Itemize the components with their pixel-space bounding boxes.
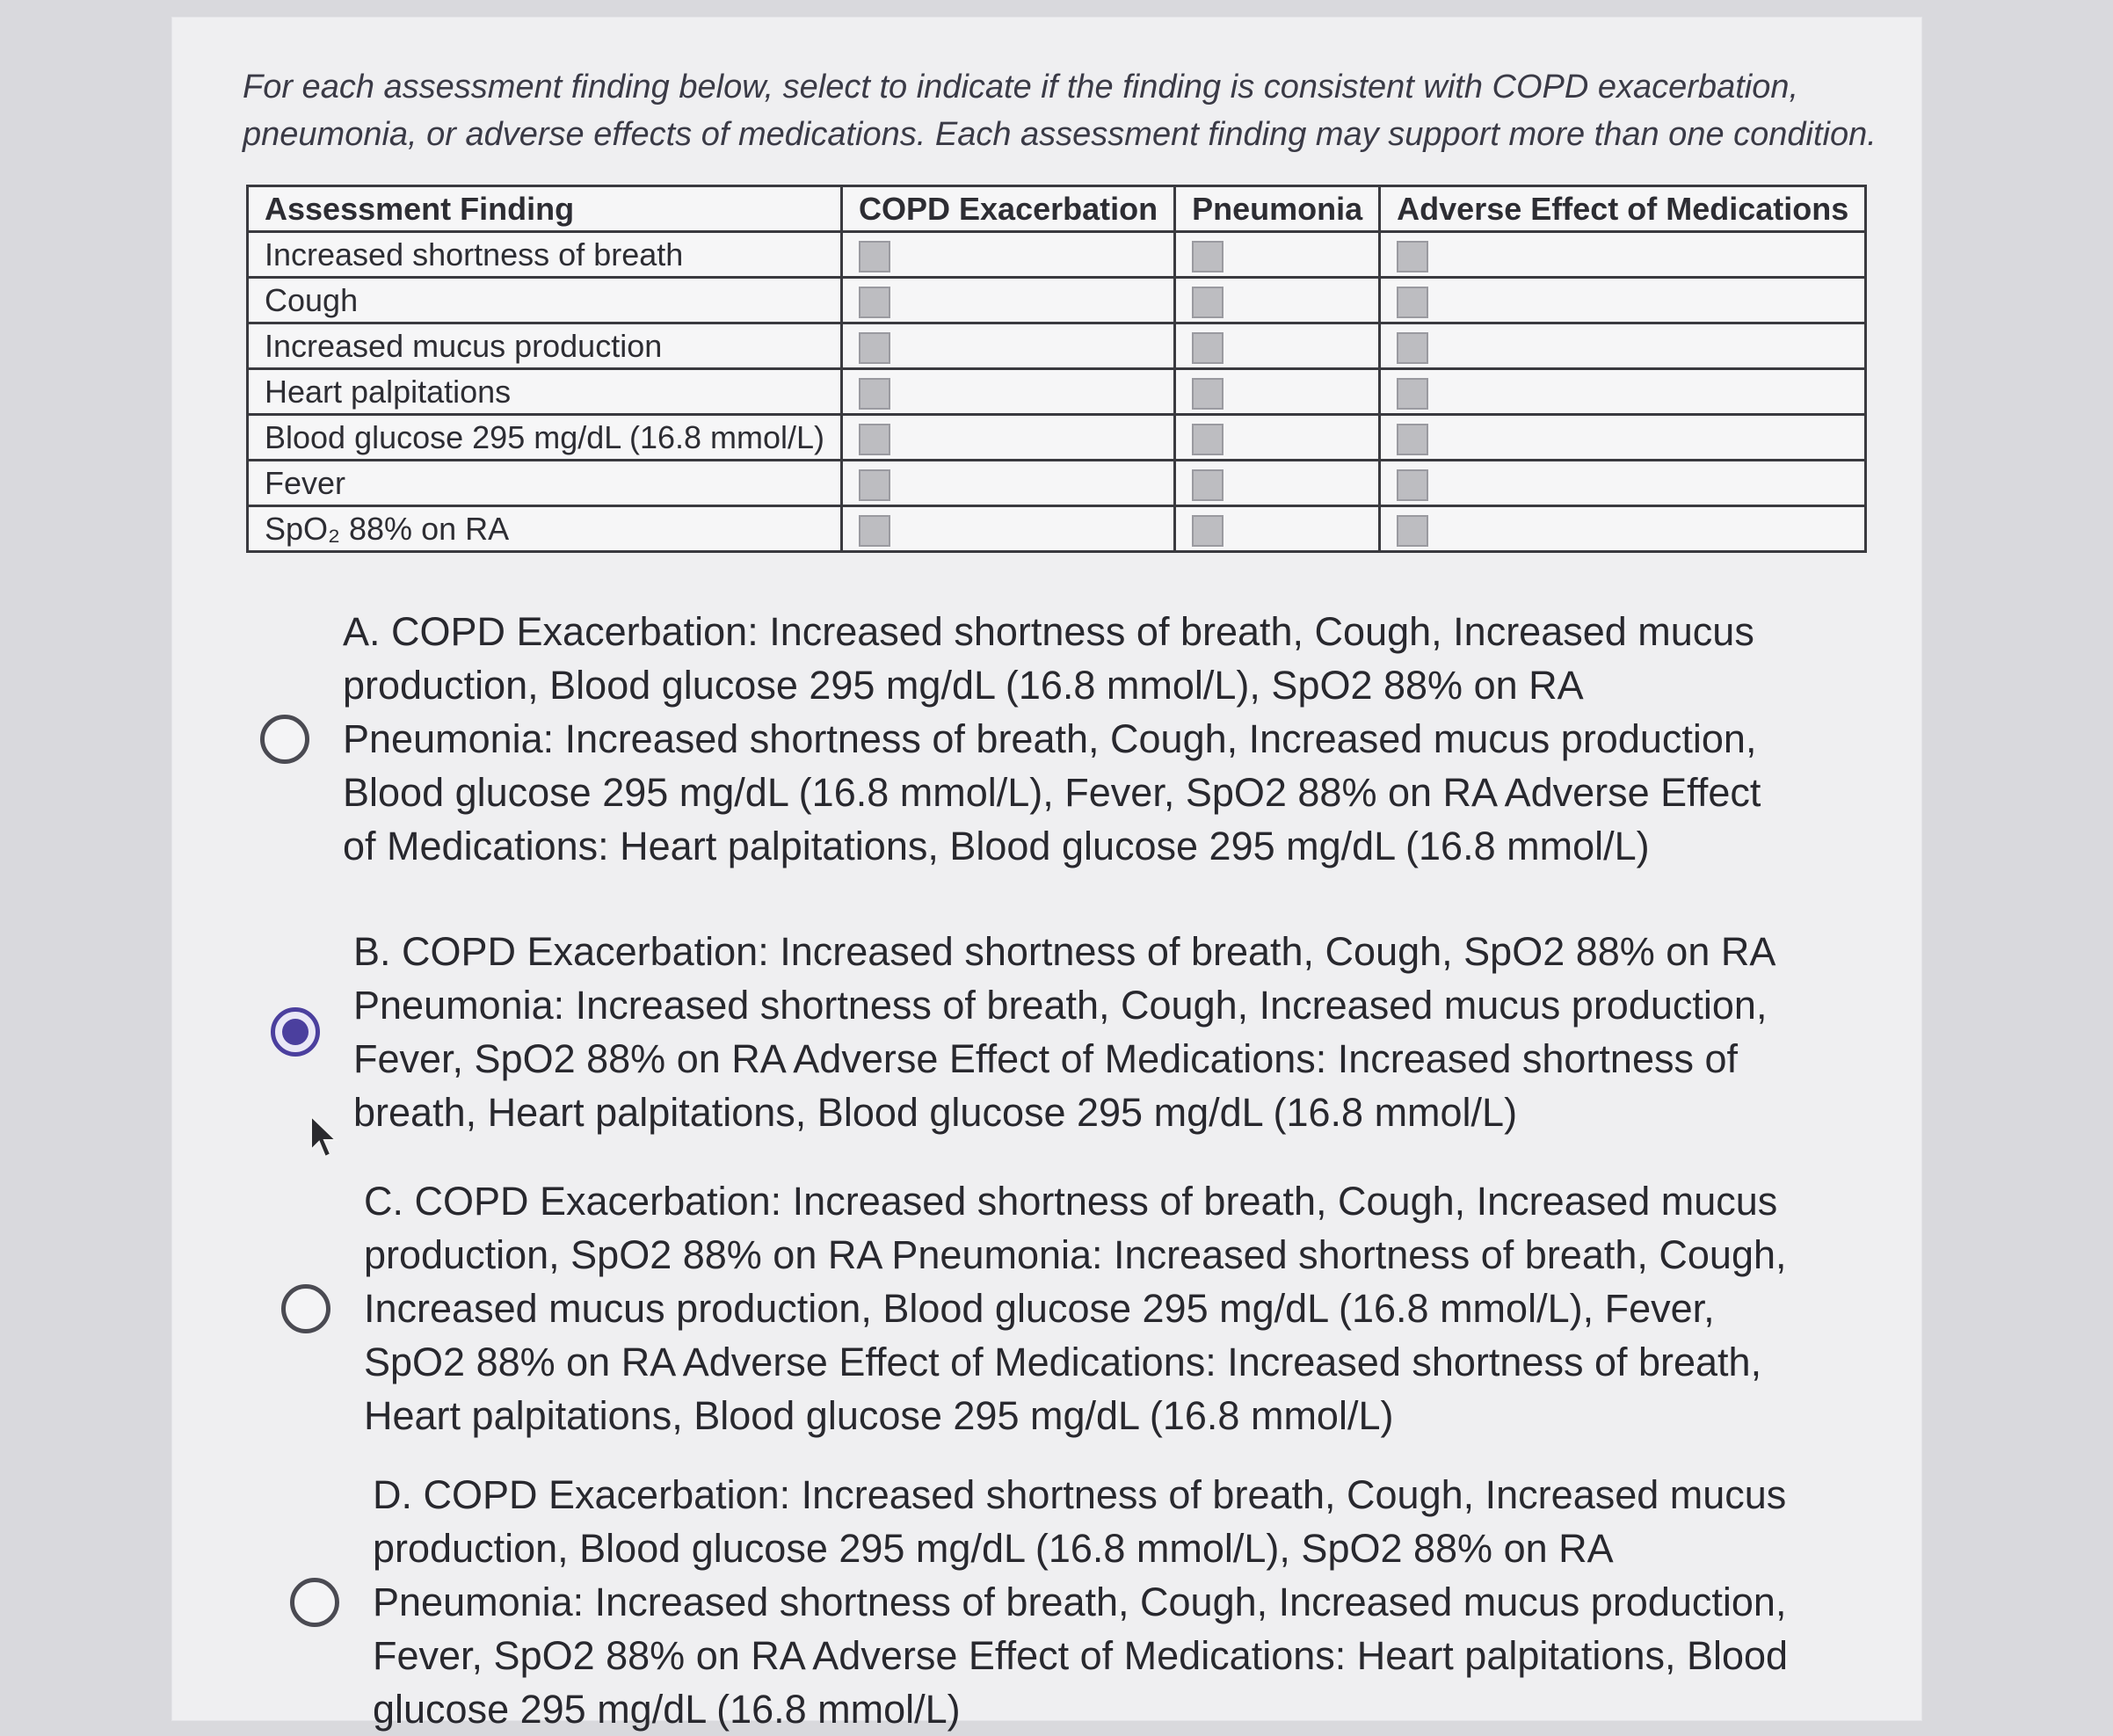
copd-checkbox[interactable] xyxy=(859,332,890,364)
copd-cell xyxy=(842,506,1175,552)
pneumonia-checkbox[interactable] xyxy=(1192,469,1224,501)
header-pneumonia: Pneumonia xyxy=(1175,186,1380,232)
pneumonia-cell xyxy=(1175,232,1380,278)
finding-label: Increased mucus production xyxy=(248,323,842,369)
finding-label: Heart palpitations xyxy=(248,369,842,415)
table-row xyxy=(248,415,1866,461)
copd-cell xyxy=(842,323,1175,369)
adverse-effect-checkbox[interactable] xyxy=(1397,332,1428,364)
pneumonia-cell xyxy=(1175,278,1380,323)
copd-cell xyxy=(842,232,1175,278)
adverse-effect-cell xyxy=(1380,323,1866,369)
finding-label: Increased shortness of breath xyxy=(248,232,842,278)
pneumonia-checkbox[interactable] xyxy=(1192,424,1224,455)
pneumonia-checkbox[interactable] xyxy=(1192,332,1224,364)
copd-checkbox[interactable] xyxy=(859,469,890,501)
copd-checkbox[interactable] xyxy=(859,241,890,272)
table-header-row xyxy=(248,186,1866,232)
finding-label: SpO₂ 88% on RA xyxy=(248,506,842,552)
adverse-effect-cell xyxy=(1380,232,1866,278)
header-adverse-effect: Adverse Effect of Medications xyxy=(1380,186,1866,232)
pneumonia-checkbox[interactable] xyxy=(1192,515,1224,547)
radio-selected-dot xyxy=(282,1019,309,1045)
radio-button-a[interactable] xyxy=(260,715,309,764)
adverse-effect-cell xyxy=(1380,415,1866,461)
pneumonia-checkbox[interactable] xyxy=(1192,378,1224,410)
copd-checkbox[interactable] xyxy=(859,424,890,455)
copd-checkbox[interactable] xyxy=(859,515,890,547)
pneumonia-checkbox[interactable] xyxy=(1192,287,1224,318)
option-a-text: A. COPD Exacerbation: Increased shortness of breath, Cough, Increased mucus production, Blood glucose 295 mg/dL (16.8 mmol/L), SpO2 88% on RA Pneumonia: Increased shortness of breath, Cough, Increased mucus production, Blood glucose 295 mg/dL (16.8 mmol/L), Fever, SpO2 88% on RA Adverse Effect of Medications: Heart palpitations, Blood glucose 295 mg/dL (16.8 mmol/L) xyxy=(343,609,1761,868)
table-row xyxy=(248,506,1866,552)
copd-checkbox[interactable] xyxy=(859,287,890,318)
table-row xyxy=(248,323,1866,369)
copd-cell xyxy=(842,369,1175,415)
option-b-text: B. COPD Exacerbation: Increased shortness of breath, Cough, SpO2 88% on RA Pneumonia: Increased shortness of breath, Cough, Increased mucus production, Fever, SpO2 88% on RA Adverse Effect of Medications: Increased shortness of breath, Heart palpitations, Blood glucose 295 mg/dL (16.8 mmol/L) xyxy=(353,929,1774,1135)
mouse-pointer-icon xyxy=(309,1115,339,1160)
copd-cell xyxy=(842,278,1175,323)
copd-checkbox[interactable] xyxy=(859,378,890,410)
pneumonia-checkbox[interactable] xyxy=(1192,241,1224,272)
adverse-effect-cell xyxy=(1380,461,1866,506)
header-assessment-finding: Assessment Finding xyxy=(248,186,842,232)
pneumonia-cell xyxy=(1175,369,1380,415)
adverse-effect-checkbox[interactable] xyxy=(1397,241,1428,272)
adverse-effect-checkbox[interactable] xyxy=(1397,287,1428,318)
question-panel xyxy=(172,18,1921,1732)
answer-option-b[interactable] xyxy=(271,925,1795,1139)
pneumonia-cell xyxy=(1175,461,1380,506)
copd-cell xyxy=(842,461,1175,506)
option-c-text: C. COPD Exacerbation: Increased shortness of breath, Cough, Increased mucus production, SpO2 88% on RA Pneumonia: Increased shortness of breath, Cough, Increased mucus production, Blood glucose 295 mg/dL (16.8 mmol/L), Fever, SpO2 88% on RA Adverse Effect of Medications: Increased shortness of breath, Heart palpitations, Blood glucose 295 mg/dL (16.8 mmol/L) xyxy=(364,1179,1787,1438)
pneumonia-cell xyxy=(1175,506,1380,552)
answer-option-a[interactable] xyxy=(260,605,1784,873)
pneumonia-cell xyxy=(1175,415,1380,461)
adverse-effect-cell xyxy=(1380,369,1866,415)
table-row xyxy=(248,232,1866,278)
answer-option-c[interactable] xyxy=(281,1174,1805,1442)
header-copd-exacerbation: COPD Exacerbation xyxy=(842,186,1175,232)
adverse-effect-checkbox[interactable] xyxy=(1397,515,1428,547)
answer-option-d[interactable] xyxy=(290,1468,1814,1736)
table-row xyxy=(248,461,1866,506)
adverse-effect-checkbox[interactable] xyxy=(1397,424,1428,455)
radio-button-b[interactable] xyxy=(271,1007,320,1057)
findings-table xyxy=(246,185,1867,553)
adverse-effect-cell xyxy=(1380,506,1866,552)
finding-label: Fever xyxy=(248,461,842,506)
adverse-effect-checkbox[interactable] xyxy=(1397,469,1428,501)
table-row xyxy=(248,278,1866,323)
adverse-effect-checkbox[interactable] xyxy=(1397,378,1428,410)
radio-button-d[interactable] xyxy=(290,1578,339,1627)
findings-table-container xyxy=(246,185,1867,553)
adverse-effect-cell xyxy=(1380,278,1866,323)
copd-cell xyxy=(842,415,1175,461)
finding-label: Cough xyxy=(248,278,842,323)
table-row xyxy=(248,369,1866,415)
question-instructions: For each assessment finding below, select to indicate if the finding is consistent with COPD exacerbation, pneumonia, or adverse effects of medications. Each assessment finding may support more than one condition. xyxy=(243,69,1877,153)
option-d-text: D. COPD Exacerbation: Increased shortness of breath, Cough, Increased mucus production, Blood glucose 295 mg/dL (16.8 mmol/L), SpO2 88% on RA Pneumonia: Increased shortness of breath, Cough, Increased mucus production, Fever, SpO2 88% on RA Adverse Effect of Medications: Heart palpitations, Blood glucose 295 mg/dL (16.8 mmol/L) xyxy=(373,1472,1789,1732)
pneumonia-cell xyxy=(1175,323,1380,369)
radio-button-c[interactable] xyxy=(281,1284,330,1333)
finding-label: Blood glucose 295 mg/dL (16.8 mmol/L) xyxy=(248,415,842,461)
